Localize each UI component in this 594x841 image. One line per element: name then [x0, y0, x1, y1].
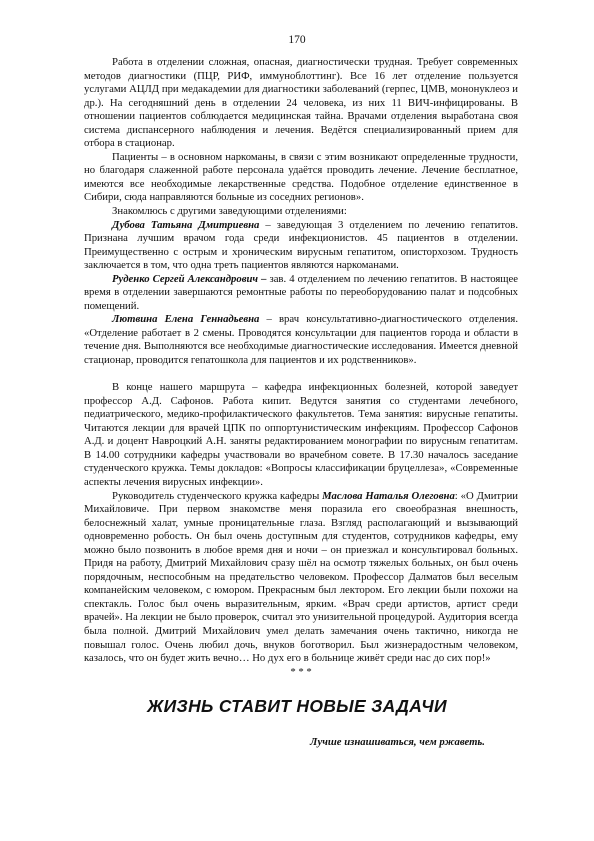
chapter-title: ЖИЗНЬ СТАВИТ НОВЫЕ ЗАДАЧИ [147, 696, 447, 716]
paragraph-intro-heads: Знакомлюсь с другими заведующими отделениями: [112, 205, 347, 218]
paragraph-department-chair: В конце нашего маршрута – кафедра инфекционных болезней, которой заведует профессор А.Д. Сафонов. Работа кипит. Ведутся занятия со студентами лечебного, педиатрического, медико-профилактического факультетов. Тема занятия: вирусные гепатиты. Читаются лекции для врачей ЦПК по оппортунистическим инфекциям. Профессор Сафонов А.Д. и доцент Навроцкий А.Н. заняты редактированием монографии по вирусным гепатитам. В 14.00 сотрудники кафедры участвовали во врачебном совете. В 17.30 началось заседание студенческого кружка. Темы докладов: «Вопросы классификации бруцеллеза», «Современные аспекты лечения вирусных инфекции». [84, 381, 518, 488]
paragraph-maslova-text: : «О Дмитрии Михайловиче. При первом знакомстве меня поразила его своеобразная внешность, белоснежный халат, умные проницательные глаза. Взгляд располагающий и вызывающий одновременно робость. Он был очень доступным для студентов, сотрудников кафедры, ему можно было позвонить в любое время дня и ночи – он приезжал и консультировал больных. Придя на работу, Дмитрий Михайлович сразу шёл на осмотр тяжелых больных, он был очень порядочным, неспособным на предательство человеком. Профессор Далматов был веселым компанейским человеком, с юмором. Прекрасным был лектором. Его лекции были похожи на спектакль. Голос был очень выразительным, ярким. «Врач среди артистов, артист среди врачей». На лекции не было проверок, считал это унизительной процедурой. Аудитория всегда была полной. Дмитрий Михайлович умел делать замечания очень тактично, никогда не повышал голос. Очень любил дочь, внуков боготворил. Был жизнерадостным человеком, казалось, что он будет жить вечно… Но дух его в больнице живёт среди нас до сих пор!» [84, 489, 519, 665]
paragraph-lyutvina [84, 313, 518, 367]
paragraph-maslova [84, 490, 518, 666]
person-name-lyutvina: Лютвина Елена Геннадьевна [112, 313, 260, 326]
paragraph-maslova-intro: Руководитель студенческого кружка кафедры [112, 489, 323, 502]
person-name-dubova: Дубова Татьяна Дмитриевна [112, 218, 260, 231]
section-separator: * * * [290, 665, 312, 678]
paragraph-dubova [84, 219, 518, 273]
article-body [84, 56, 518, 679]
paragraph-dubova-text: – заведующая 3 отделением по лечению гепатитов. Признана лучшим врачом года среди инфекционистов. 45 пациентов в отделении. Преимущественно с острым и хроническим вирусным гепатитом, описторхозом. Трудность заключается в том, что одна треть пациентов являются наркоманами. [84, 218, 518, 272]
page-number: 170 [288, 34, 306, 46]
paragraph-rudenko [84, 273, 518, 314]
person-name-maslova: Маслова Наталья Олеговна [322, 489, 455, 502]
paragraph-patients: Пациенты – в основном наркоманы, в связи с этим возникают определенные трудности, но благодаря слаженной работе персонала удаётся проводить лечение. Лечение бесплатное, имеются все необходимые лекарственные средства. Подобное отделение единственное в Сибири, сюда направляются больные из соседних регионов». [84, 150, 518, 204]
paragraph-department-work: Работа в отделении сложная, опасная, диагностически трудная. Требует современных методов диагностики (ПЦР, РИФ, иммуноблоттинг). Все 16 лет отделение пользуется услугами АЦЛД при медакадемии для диагностики заболеваний (герпес, ЦМВ, мононуклеоз и др.). На сегодняшний день в отделении 24 человека, из них 11 ВИЧ-инфицированы. В отношении пациентов соблюдается медицинская тайна. Врачами отделения выработана своя система диспансерного наблюдения и лечения. Ведётся специализированный прием для отбора в стационар. [84, 56, 518, 150]
paragraph-lyutvina-text: – врач консультативно-диагностического отделения. «Отделение работает в 2 смены. Проводятся консультации для пациентов города и области в течение дня. Выполняются все необходимые диагностические исследования. Имеется дневной стационар, проводится гепатошкола для пациентов и их родственников». [84, 313, 518, 367]
paragraph-rudenko-text: зав. 4 отделением по лечению гепатитов. В настоящее время в отделении завершаются ремонтные работы по переоборудованию палат и подсобных помещений. [84, 272, 518, 312]
person-name-rudenko: Руденко Сергей Александрович – [112, 272, 267, 285]
epigraph: Лучше изнашиваться, чем ржаветь. [310, 736, 485, 748]
